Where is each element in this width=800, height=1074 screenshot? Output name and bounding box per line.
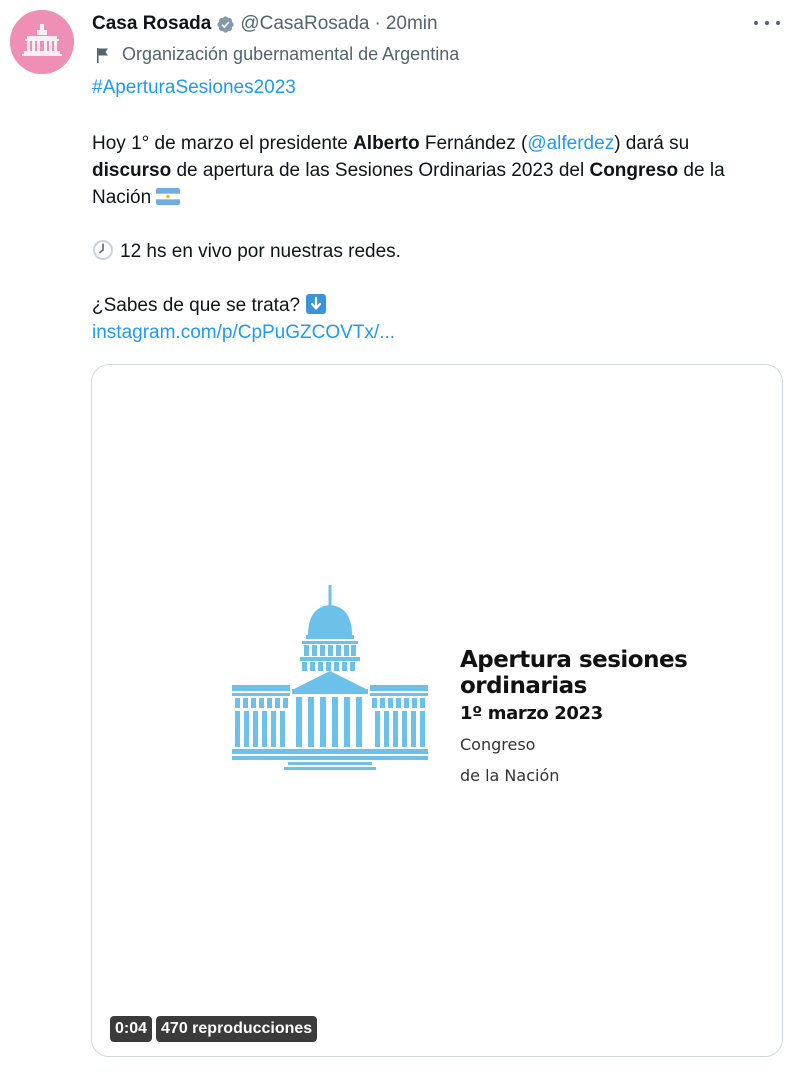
text-segment: de apertura de las Sesiones Ordinarias 2023 del: [171, 160, 590, 181]
video-card[interactable]: [91, 364, 783, 1057]
video-badges: [110, 1016, 317, 1042]
timestamp[interactable]: 20min: [385, 13, 438, 34]
more-options-icon[interactable]: [754, 12, 780, 34]
tweet-text: [92, 130, 792, 346]
text-line: [92, 238, 792, 265]
media-caption: [460, 647, 687, 786]
text-line: [92, 130, 792, 157]
user-handle[interactable]: @CasaRosada: [240, 13, 370, 34]
mention-link[interactable]: @alferdez: [527, 133, 615, 154]
text-line: [92, 292, 792, 319]
instagram-link[interactable]: instagram.com/p/CpPuGZCOVTx/...: [92, 322, 396, 343]
bold-text: Congreso: [589, 160, 679, 181]
flag-icon: [94, 46, 112, 64]
clock-icon: [92, 239, 114, 261]
separator-dot: ·: [374, 13, 381, 34]
text-segment: Nación: [92, 187, 152, 208]
media-title-line: Apertura sesiones: [460, 647, 688, 673]
text-segment: ) dará su: [614, 133, 690, 154]
congress-building-icon: [232, 585, 428, 775]
media-title-line: ordinarias: [460, 673, 587, 699]
affiliation-text: Organización gubernamental de Argentina: [122, 44, 460, 64]
text-segment: Fernández (: [419, 133, 528, 154]
hashtag-link[interactable]: #AperturaSesiones2023: [92, 77, 296, 98]
more-dot: [776, 21, 780, 25]
text-segment: ¿Sabes de que se trata?: [92, 295, 301, 316]
bold-text: Alberto: [353, 133, 420, 154]
text-segment: 12 hs en vivo por nuestras redes.: [120, 241, 401, 262]
casa-rosada-logo-icon: [10, 10, 74, 74]
media-subtitle-line: de la Nación: [460, 766, 560, 785]
media-date: 1º marzo 2023: [460, 703, 603, 724]
spacer: [92, 265, 792, 292]
video-frame[interactable]: [92, 365, 782, 1056]
tweet-header: [92, 11, 438, 37]
view-count-badge: 470 reproducciones: [156, 1016, 317, 1042]
text-segment: Hoy 1° de marzo el presidente: [92, 133, 354, 154]
verified-badge-icon[interactable]: [216, 15, 235, 34]
text-segment: de la: [678, 160, 725, 181]
more-dot: [754, 21, 758, 25]
display-name[interactable]: Casa Rosada: [92, 13, 212, 34]
down-arrow-icon: [306, 294, 326, 314]
spacer: [92, 211, 792, 238]
video-duration-badge: 0:04: [110, 1016, 152, 1042]
argentina-flag-icon: [156, 188, 180, 205]
more-dot: [765, 21, 769, 25]
media-subtitle-line: Congreso: [460, 735, 536, 754]
text-line: [92, 184, 792, 211]
avatar[interactable]: [10, 10, 74, 74]
bold-text: discurso: [92, 160, 172, 181]
affiliation-label: [94, 44, 459, 65]
text-line: [92, 157, 792, 184]
